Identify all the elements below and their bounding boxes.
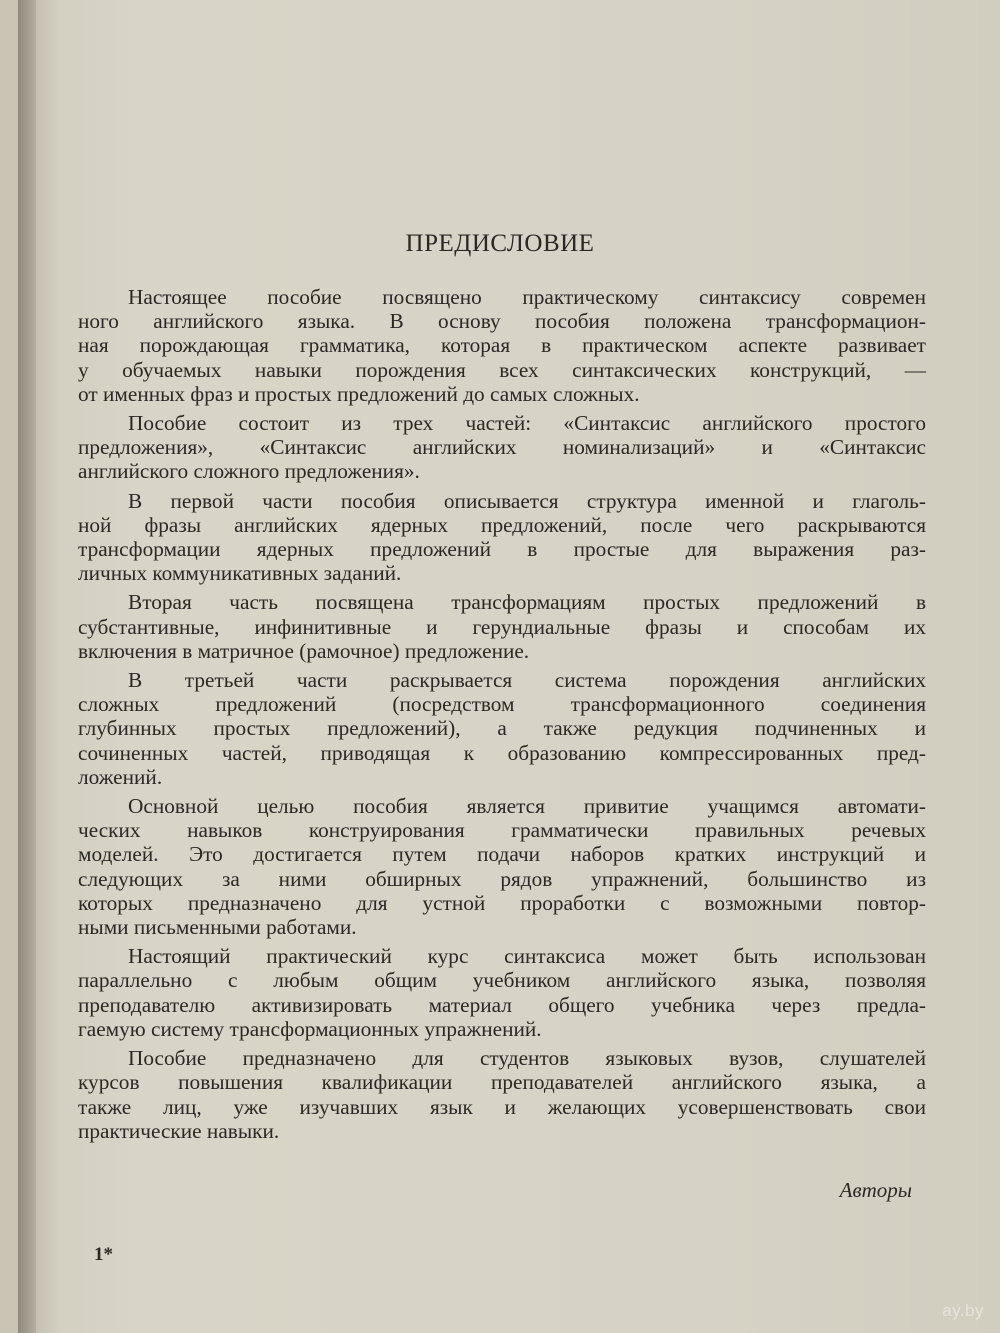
paragraph bbox=[78, 794, 926, 939]
text-line: моделей. Это достигается путем подачи наборов кратких инструкций и bbox=[78, 842, 926, 867]
authors-signature: Авторы bbox=[839, 1178, 912, 1202]
paragraph bbox=[78, 944, 926, 1041]
text-line: предложения», «Синтаксис английских номинализаций» и «Синтаксис bbox=[78, 435, 926, 460]
text-line: следующих за ними обширных рядов упражнений, большинство из bbox=[78, 866, 926, 891]
page-binding-edge bbox=[18, 0, 36, 1333]
text-line: Настоящий практический курс синтаксиса может быть использован bbox=[128, 944, 926, 969]
text-line: личных коммуникативных заданий. bbox=[78, 561, 402, 586]
paragraph bbox=[78, 668, 926, 789]
text-line: Пособие предназначено для студентов языковых вузов, слушателей bbox=[128, 1046, 926, 1071]
text-line: практические навыки. bbox=[78, 1118, 280, 1143]
text-line: субстантивные, инфинитивные и герундиальные фразы и способам их bbox=[78, 614, 926, 639]
text-line: сложных предложений (посредством трансформационного соединения bbox=[78, 692, 926, 717]
text-line: В первой части пособия описывается структура именной и глаголь- bbox=[128, 488, 926, 513]
paragraph bbox=[78, 411, 926, 484]
text-line: ложений. bbox=[78, 764, 163, 789]
text-line: ной фразы английских ядерных предложений, после чего раскрываются bbox=[78, 512, 926, 537]
paragraph bbox=[78, 489, 926, 586]
text-line: у обучаемых навыки порождения всех синтаксических конструкций, — bbox=[78, 357, 926, 382]
text-line: В третьей части раскрывается система порождения английских bbox=[128, 668, 926, 693]
text-line: сочиненных частей, приводящая к образованию компрессированных пред- bbox=[78, 740, 926, 765]
signature-mark: 1* bbox=[94, 1244, 113, 1265]
text-line: параллельно с любым общим учебником английского языка, позволяя bbox=[78, 968, 926, 993]
preface-body bbox=[78, 285, 926, 1148]
text-line: Настоящее пособие посвящено практическому синтаксису современ bbox=[128, 285, 926, 309]
paragraph bbox=[78, 590, 926, 663]
text-line: глубинных простых предложений), а также редукция подчиненных и bbox=[78, 716, 926, 741]
text-line: Пособие состоит из трех частей: «Синтаксис английского простого bbox=[128, 411, 926, 436]
text-line: преподавателю активизировать материал общего учебника через предла- bbox=[78, 992, 926, 1017]
text-line: гаемую систему трансформационных упражнений. bbox=[78, 1016, 542, 1041]
text-line: которых предназначено для устной проработки с возможными повтор- bbox=[78, 890, 926, 915]
text-line: включения в матричное (рамочное) предложение. bbox=[78, 638, 530, 663]
text-line: английского сложного предложения». bbox=[78, 459, 420, 484]
paragraph bbox=[78, 285, 926, 406]
paragraph bbox=[78, 1046, 926, 1143]
text-line: трансформации ядерных предложений в простые для выражения раз- bbox=[78, 537, 926, 562]
text-line: от именных фраз и простых предложений до самых сложных. bbox=[78, 381, 640, 406]
text-line: ными письменными работами. bbox=[78, 915, 357, 940]
page-title: ПРЕДИСЛОВИЕ bbox=[405, 230, 595, 257]
text-line: Основной целью пособия является привитие учащимся автомати- bbox=[128, 794, 926, 819]
text-line: Вторая часть посвящена трансформациям простых предложений в bbox=[128, 590, 926, 615]
text-line: курсов повышения квалификации преподавателей английского языка, а bbox=[78, 1070, 926, 1095]
text-line: также лиц, уже изучавших язык и желающих усовершенствовать свои bbox=[78, 1094, 926, 1119]
site-watermark: ay.by bbox=[942, 1301, 984, 1320]
text-line: ного английского языка. В основу пособия положена трансформацион- bbox=[78, 309, 926, 334]
text-line: ческих навыков конструирования грамматически правильных речевых bbox=[78, 818, 926, 843]
text-line: ная порождающая грамматика, которая в практическом аспекте развивает bbox=[78, 333, 926, 358]
